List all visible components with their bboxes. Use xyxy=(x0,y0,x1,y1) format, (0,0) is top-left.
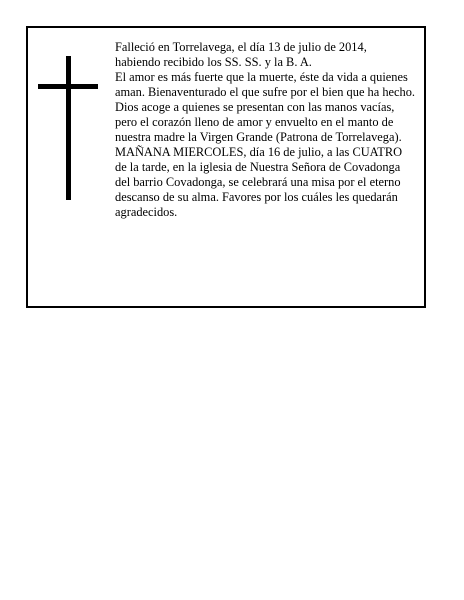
notice-paragraph-mass: MAÑANA MIERCOLES, día 16 de julio, a las CUATRO de la tarde, en la iglesia de Nuestra Señora de Covadonga del barrio Covadonga, se celebrará una misa por el eterno descanso de su alma. Favores por los cuáles les quedarán agradecidos. xyxy=(115,145,403,219)
obituary-notice xyxy=(26,26,426,308)
cross-horizontal-bar xyxy=(38,84,98,89)
cross-vertical-bar xyxy=(66,56,71,200)
notice-paragraph-message: El amor es más fuerte que la muerte, éste da vida a quienes aman. Bienaventurado el que sufre por el bien que ha hecho. Dios acoge a quienes se presentan con las manos vacías, pero el corazón lleno de amor y envuelto en el manto de nuestra madre la Virgen Grande (Patrona de Torrelavega). xyxy=(115,70,416,144)
cross-icon xyxy=(38,56,98,200)
notice-text xyxy=(115,40,415,220)
notice-paragraph-death: Falleció en Torrelavega, el día 13 de julio de 2014, habiendo recibido los SS. SS. y la B. A. xyxy=(115,40,367,69)
